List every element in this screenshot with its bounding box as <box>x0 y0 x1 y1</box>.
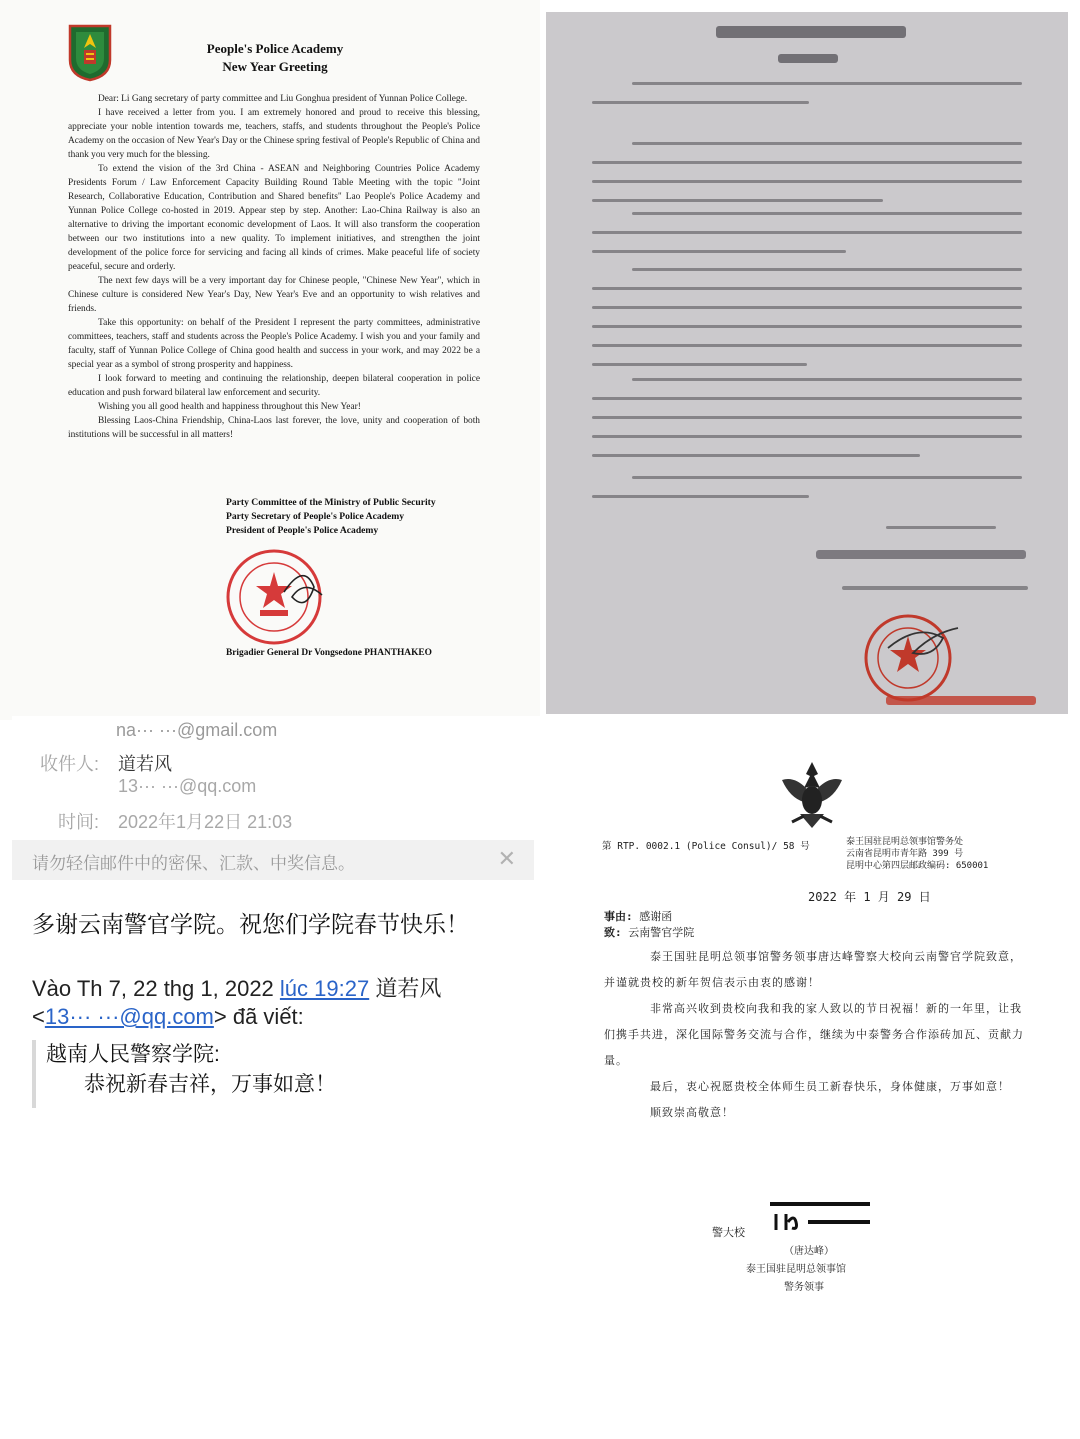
recipient-line <box>604 924 694 940</box>
heading-line-1: People's Police Academy <box>206 41 344 56</box>
sender-address: na··· ···@gmail.com <box>116 720 278 740</box>
consulate-address <box>846 836 988 872</box>
police-academy-emblem-icon <box>66 22 114 82</box>
recipient-name: 道若风 <box>118 754 172 774</box>
lao-text-line <box>592 101 809 104</box>
lao-closing-line <box>886 526 996 529</box>
subject-label: 事由: <box>604 910 633 923</box>
letter-paragraph: I look forward to meeting and continuing the relationship, deepen bilateral cooperation in police education and push forward bilateral law enforcement and security. <box>68 374 480 398</box>
letter-paragraph: 最后，衷心祝愿贵校全体师生员工新春快乐，身体健康，万事如意！ <box>650 1080 1010 1093</box>
heading-line-2: New Year Greeting <box>222 59 328 74</box>
signatory-org-line-2: 警务领事 <box>784 1282 824 1293</box>
lao-letter-title <box>716 26 906 38</box>
letter-paragraph: 顺致崇高敬意！ <box>650 1106 734 1119</box>
lao-text-line <box>632 476 1022 479</box>
lao-signatory-name <box>886 696 1036 705</box>
lao-text-line <box>592 325 1022 328</box>
warning-banner <box>12 840 534 880</box>
letter-paragraph: Wishing you all good health and happiness throughout this New Year! <box>98 402 361 412</box>
quoted-message <box>32 1040 336 1108</box>
quote-header-name: 道若风 <box>369 976 442 1001</box>
letter-paragraph: Blessing Laos-China Friendship, China-Laos last forever, the love, unity and cooperation of both institutions will be successful in all matters! <box>68 416 480 440</box>
letter-heading <box>170 40 380 76</box>
quote-email-open: < <box>32 1004 45 1029</box>
lao-text-line <box>592 416 1022 419</box>
letter-paragraph: 泰王国驻昆明总领事馆警务领事唐达峰警察大校向云南警官学院致意，并谨就贵校的新年贺信表示由衷的感谢！ <box>604 950 1022 989</box>
time-label: 时间: <box>58 812 100 832</box>
quoted-line-2: 恭祝新春吉祥，万事如意！ <box>84 1073 336 1096</box>
signatory-title: President of People's Police Academy <box>226 525 379 536</box>
reply-text: 多谢云南警官学院。祝您们学院春节快乐！ <box>32 911 469 937</box>
signatory-title: Party Secretary of People's Police Academy <box>226 511 405 522</box>
recipient-value-th: 云南警官学院 <box>628 926 695 939</box>
quote-header-prefix: Vào Th 7, 22 thg 1, 2022 <box>32 976 280 1001</box>
recipient-email: 13··· ···@qq.com <box>118 776 257 796</box>
signatory-rank: 警大校 <box>712 1226 745 1239</box>
letter-body <box>68 92 480 442</box>
signatory-titles <box>226 496 486 538</box>
quote-email-link[interactable]: 13··· ···@qq.com <box>44 1004 214 1029</box>
handwritten-signature-icon <box>764 1200 876 1240</box>
lao-text-line <box>592 495 809 498</box>
lao-text-line <box>632 82 1022 85</box>
reference-number: 第 RTP. 0002.1 (Police Consul)/ 58 号 <box>602 841 810 852</box>
lao-text-line <box>632 378 1022 381</box>
quote-email-suffix: > đã viết: <box>213 1004 304 1029</box>
letter-paragraph: Take this opportunity: on behalf of the President I represent the party committees, administrative committees, teachers, staff and students across the People's Police Academy. I wish you and your family and faculty, staff of Yunnan Police College of China good health and success in your work, and may 2022 be a special year as a symbol of strong prosperity and happiness. <box>68 318 480 370</box>
address-line: 昆明中心第四层邮政编码: 650001 <box>846 861 989 871</box>
lao-position-line <box>842 586 1028 590</box>
letter-thai-consulate-panel <box>546 740 1068 1300</box>
letter-th-body <box>604 944 1024 1126</box>
subject-value: 感谢函 <box>639 910 673 923</box>
letter-paragraph: 非常高兴收到贵校向我和我的家人致以的节日祝福！新的一年里，让我们携手共进，深化国际警务交流与合作，继续为中泰警务合作添砖加瓦、贡献力量。 <box>604 1002 1024 1067</box>
lao-text-line <box>592 180 1022 183</box>
signatory-name: Brigadier General Dr Vongsedone PHANTHAKEO <box>226 648 432 658</box>
close-icon[interactable]: ✕ <box>497 846 516 871</box>
lao-text-line <box>592 344 1022 347</box>
quote-email-line <box>32 1004 304 1030</box>
letter-english-panel <box>0 0 540 720</box>
address-line: 云南省昆明市青年路 399 号 <box>846 849 964 859</box>
lao-text-line <box>592 454 920 457</box>
lao-text-line <box>632 142 1022 145</box>
letter-date: 2022 年 1 月 29 日 <box>808 890 931 904</box>
lao-text-line <box>592 161 1022 164</box>
lao-letter-subtitle <box>778 54 838 63</box>
letter-paragraph: To extend the vision of the 3rd China - ASEAN and Neighboring Countries Police Academy Presidents Forum / Law Enforcement Capacity Building Round Table Meeting with the topic "Joint Research, Collaborative Education, Contribution and Shared benefits" Lao People's Police Academy and Yunnan Police College co-hosted in 2019. Appear step by step. Another: Lao-China Railway is also an alternative to driving the important economic development of Laos. It will also transform the cooperation between our two institutions into a new quality. To implement initiatives, and strengthen the joint development of the police force for servicing and facing all kinds of crimes. Make peaceful life of society peaceful, secure and orderly. <box>68 164 480 272</box>
warning-text: 请勿轻信邮件中的密保、汇款、中奖信息。 <box>32 854 355 873</box>
lao-text-line <box>632 268 1022 271</box>
address-line: 泰王国驻昆明总领事馆警务处 <box>846 837 964 847</box>
recipient-label-th: 致: <box>604 926 622 939</box>
lao-text-line <box>592 397 1022 400</box>
lao-text-line <box>592 250 846 253</box>
letter-paragraph: I have received a letter from you. I am extremely honored and proud to receive this blessing, appreciate your noble intention towards me, teachers, staffs, and students throughout the People's Police Academy on the occasion of New Year's Day or the Chinese spring festival of People's Republic of China and thank you very much for the blessing. <box>68 108 480 160</box>
lao-red-seal-icon <box>858 608 978 708</box>
subject-line <box>604 908 672 924</box>
lao-text-line <box>592 363 807 366</box>
lao-text-line <box>592 306 1022 309</box>
recipient-label: 收件人: <box>40 754 100 774</box>
lao-letter-date <box>816 550 1026 559</box>
quoted-line-1: 越南人民警察学院: <box>46 1043 220 1066</box>
letter-lao-panel <box>546 12 1068 714</box>
quote-header <box>32 972 441 1003</box>
signatory-org-line-1: 泰王国驻昆明总领事馆 <box>746 1264 846 1275</box>
lao-text-line <box>592 199 883 202</box>
lao-text-line <box>592 287 1022 290</box>
red-official-seal-icon <box>224 542 334 652</box>
email-panel <box>12 716 540 1110</box>
signatory-name-th: （唐达峰） <box>784 1246 834 1257</box>
letter-paragraph: Dear: Li Gang secretary of party committee and Liu Gonghua president of Yunnan Police College. <box>98 94 468 104</box>
letter-paragraph: The next few days will be a very important day for Chinese people, "Chinese New Year", which in Chinese culture is considered New Year's Day, New Year's Eve and an opportunity to wish relatives and friends. <box>68 276 480 314</box>
lao-text-line <box>632 212 1022 215</box>
signatory-title: Party Committee of the Ministry of Public Security <box>226 497 436 508</box>
lao-text-line <box>592 435 1022 438</box>
quote-time-link[interactable]: lúc 19:27 <box>279 976 370 1001</box>
lao-text-line <box>592 231 1022 234</box>
time-value: 2022年1月22日 21:03 <box>118 812 293 832</box>
garuda-emblem-icon <box>774 758 850 832</box>
